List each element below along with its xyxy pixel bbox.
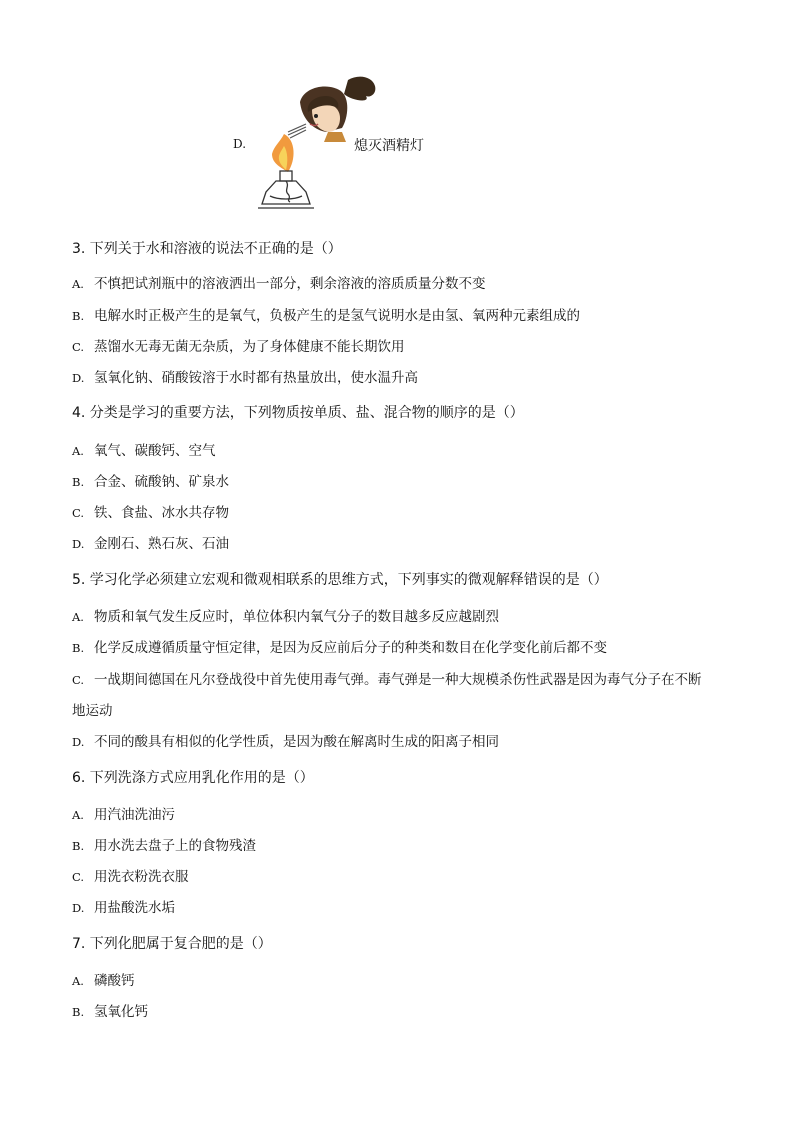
option-letter: A. [72,277,84,291]
option-letter: A. [72,974,84,988]
flame-icon [272,134,294,172]
question-5-stem: 5. 学习化学必须建立宏观和微观相联系的思维方式，下列事实的微观解释错误的是（） [72,572,608,588]
option-text: 磷酸钙 [94,973,135,989]
option-text: 氢氧化钙 [94,1004,148,1020]
question-3-option-c [72,338,405,356]
option-text: 用洗衣粉洗衣服 [94,869,189,885]
option-letter: D. [72,901,85,915]
question-7-stem: 7. 下列化肥属于复合肥的是（） [72,936,272,952]
option-text: 金刚石、熟石灰、石油 [94,536,229,552]
option-text: 合金、硫酸钠、矿泉水 [94,474,229,490]
option-letter: A. [72,808,84,822]
question-5-option-c-continuation: 地运动 [72,703,113,719]
question-5-option-c [72,671,702,689]
option-text: 氧气、碳酸钙、空气 [94,443,216,459]
option-letter: B. [72,641,85,655]
option-letter: B. [72,1005,85,1019]
option-letter: C. [72,673,85,687]
question-7-option-a [72,972,135,990]
breath-lines [288,124,306,138]
option-text: 铁、食盐、冰水共存物 [94,505,229,521]
question-3-stem: 3. 下列关于水和溶液的说法不正确的是（） [72,241,342,257]
option-letter: C. [72,340,85,354]
question-6-option-b [72,837,256,855]
option-text: 用盐酸洗水垢 [94,900,175,916]
question-3-option-d [72,369,418,387]
question-6-option-c [72,868,189,886]
question-6-stem: 6. 下列洗涤方式应用乳化作用的是（） [72,770,314,786]
option-d-label: D. [233,137,247,151]
option-text: 一战期间德国在凡尔登战役中首先使用毒气弹。毒气弹是一种大规模杀伤性武器是因为毒气分子在不断 [94,672,702,688]
girl-figure [300,77,375,142]
option-letter: B. [72,475,85,489]
question-4-option-a [72,442,216,460]
option-letter: D. [72,371,85,385]
question-4-option-c [72,504,229,522]
option-text: 用汽油洗油污 [94,807,175,823]
alcohol-lamp [258,171,314,208]
option-letter: A. [72,610,84,624]
option-letter: D. [72,537,85,551]
question-4-option-d [72,535,229,553]
option-letter: C. [72,506,85,520]
question-5-option-a [72,608,499,626]
option-text: 化学反成遵循质量守恒定律，是因为反应前后分子的种类和数目在化学变化前后都不变 [94,640,607,656]
question-5-option-d [72,733,499,751]
question-4-option-b [72,473,229,491]
figure-caption: 熄灭酒精灯 [354,138,424,154]
question-6-option-d [72,899,175,917]
option-text: 蒸馏水无毒无菌无杂质，为了身体健康不能长期饮用 [94,339,405,355]
option-text: 电解水时正极产生的是氧气，负极产生的是氢气说明水是由氢、氧两种元素组成的 [94,308,580,324]
option-letter: B. [72,839,85,853]
question-4-stem: 4. 分类是学习的重要方法，下列物质按单质、盐、混合物的顺序的是（） [72,405,524,421]
option-text: 物质和氧气发生反应时，单位体积内氧气分子的数目越多反应越剧烈 [94,609,499,625]
option-text: 不慎把试剂瓶中的溶液洒出一部分，剩余溶液的溶质质量分数不变 [94,276,486,292]
question-6-option-a [72,806,175,824]
option-text: 不同的酸具有相似的化学性质，是因为酸在解离时生成的阳离子相同 [94,734,499,750]
question-5-option-b [72,639,607,657]
question-3-option-b [72,307,580,325]
question-7-option-b [72,1003,148,1021]
option-letter: B. [72,309,85,323]
option-letter: A. [72,444,84,458]
option-letter: D. [72,735,85,749]
question-3-option-a [72,275,486,293]
option-text: 用水洗去盘子上的食物残渣 [94,838,256,854]
option-text: 氢氧化钠、硝酸铵溶于水时都有热量放出，使水温升高 [94,370,418,386]
option-letter: C. [72,870,85,884]
